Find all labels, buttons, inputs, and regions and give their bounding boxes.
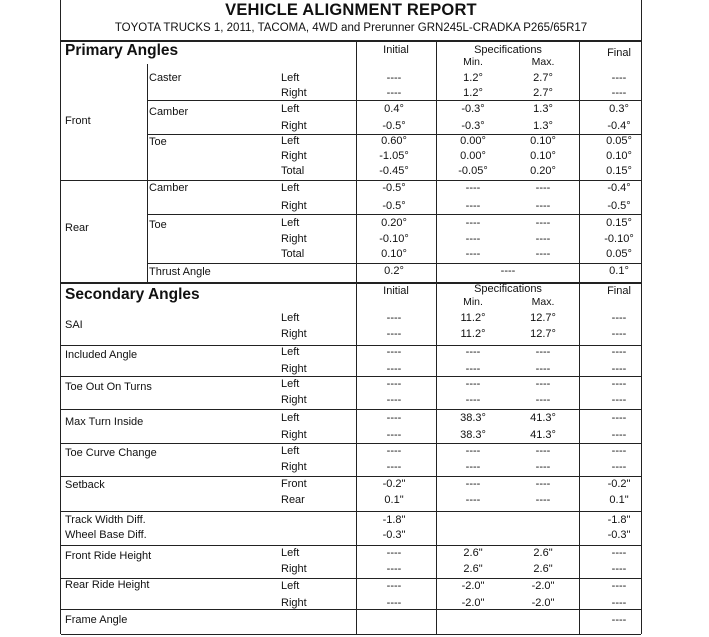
front-toe-right-final: 0.10° (606, 150, 632, 162)
camber-left-max: 1.3° (533, 103, 553, 115)
caster-left-initial: ---- (386, 72, 402, 84)
setback-label: Setback (65, 479, 105, 491)
primary-angles-heading: Primary Angles (65, 42, 179, 59)
rear-ride-right-final: ---- (611, 597, 627, 609)
front-toe-right-min: 0.00° (460, 150, 486, 162)
track-width-final: -1.8" (607, 514, 631, 526)
front-toe-total-initial: -0.45° (379, 165, 409, 177)
included-right-max: ---- (535, 363, 551, 375)
rear-ride-left-initial: ---- (386, 580, 402, 592)
track-width-initial: -1.8" (382, 514, 406, 526)
sai-left-final: ---- (611, 312, 627, 324)
caster-right-final: ---- (611, 87, 627, 99)
alignment-report (60, 0, 642, 634)
rule-vertical-initial (356, 40, 357, 634)
toe-curve-left-side: Left (281, 445, 300, 457)
rear-toe-right-max: ---- (535, 233, 551, 245)
rule-sec-5 (61, 511, 641, 512)
rear-camber-right-min: ---- (465, 200, 481, 212)
rear-camber-right-max: ---- (535, 200, 551, 212)
rule-vertical-label (147, 64, 148, 282)
toe-out-left-side: Left (281, 378, 300, 390)
max-turn-right-min: 38.3° (460, 429, 486, 441)
toe-curve-right-max: ---- (535, 461, 551, 473)
front-ride-label: Front Ride Height (65, 550, 152, 562)
rear-toe-right-side: Right (281, 233, 307, 245)
toe-curve-left-max: ---- (535, 445, 551, 457)
rule-front-rear (61, 180, 641, 181)
toe-curve-right-final: ---- (611, 461, 627, 473)
front-toe-total-final: 0.15° (606, 165, 632, 177)
setback-rear-min: ---- (465, 494, 481, 506)
toe-out-right-initial: ---- (386, 394, 402, 406)
rule-caster (147, 100, 641, 101)
sai-right-min: 11.2° (460, 328, 486, 340)
included-left-initial: ---- (386, 346, 402, 358)
camber-right-max: 1.3° (533, 120, 553, 132)
min-header: Min. (463, 56, 483, 68)
frame-angle-final: ---- (611, 614, 627, 626)
max-turn-right-side: Right (281, 429, 307, 441)
max-header: Max. (531, 56, 555, 68)
max-turn-left-min: 38.3° (460, 412, 486, 424)
wheel-base-initial: -0.3" (382, 529, 406, 541)
included-right-min: ---- (465, 363, 481, 375)
rear-toe-left-initial: 0.20° (381, 217, 407, 229)
rear-camber-left-final: -0.4° (607, 182, 631, 194)
camber-right-side: Right (281, 120, 307, 132)
front-toe-left-min: 0.00° (460, 135, 486, 147)
secondary-angles-heading: Secondary Angles (65, 286, 200, 303)
camber-left-initial: 0.4° (384, 103, 404, 115)
toe-curve-right-min: ---- (465, 461, 481, 473)
max-header-2: Max. (531, 296, 555, 308)
front-toe-total-max: 0.20° (530, 165, 556, 177)
rule-sec-6 (61, 545, 641, 546)
rule-sec-4 (61, 476, 641, 477)
rule-rear-camber (147, 214, 641, 215)
sai-left-initial: ---- (386, 312, 402, 324)
front-ride-right-initial: ---- (386, 563, 402, 575)
rear-label: Rear (65, 222, 89, 234)
max-turn-label: Max Turn Inside (65, 416, 144, 428)
rear-toe-total-final: 0.05° (606, 248, 632, 260)
rear-ride-right-min: -2.0" (461, 597, 485, 609)
track-width-label: Track Width Diff. (65, 514, 146, 526)
rear-ride-left-final: ---- (611, 580, 627, 592)
front-ride-right-side: Right (281, 563, 307, 575)
rear-ride-left-min: -2.0" (461, 580, 485, 592)
front-label: Front (65, 115, 91, 127)
max-turn-left-side: Left (281, 412, 300, 424)
rule-secondary (61, 282, 641, 284)
min-header-2: Min. (463, 296, 483, 308)
front-toe-label: Toe (149, 136, 167, 148)
front-ride-right-final: ---- (611, 563, 627, 575)
rear-toe-left-final: 0.15° (606, 217, 632, 229)
specifications-header-2: Specifications (474, 283, 542, 295)
caster-right-side: Right (281, 87, 307, 99)
final-header-2: Final (607, 285, 631, 297)
included-right-final: ---- (611, 363, 627, 375)
front-ride-left-max: 2.6" (533, 547, 553, 559)
rule-sec-3 (61, 443, 641, 444)
rear-ride-right-side: Right (281, 597, 307, 609)
report-title: VEHICLE ALIGNMENT REPORT (225, 1, 477, 19)
rear-ride-left-max: -2.0" (531, 580, 555, 592)
rear-camber-left-min: ---- (465, 182, 481, 194)
setback-front-min: ---- (465, 478, 481, 490)
specifications-header: Specifications (474, 44, 542, 56)
front-toe-total-min: -0.05° (458, 165, 488, 177)
max-turn-right-initial: ---- (386, 429, 402, 441)
caster-left-final: ---- (611, 72, 627, 84)
setback-rear-initial: 0.1" (384, 494, 404, 506)
caster-left-side: Left (281, 72, 300, 84)
toe-out-right-final: ---- (611, 394, 627, 406)
front-toe-left-max: 0.10° (530, 135, 556, 147)
caster-label: Caster (149, 72, 182, 84)
front-ride-left-final: ---- (611, 547, 627, 559)
camber-left-side: Left (281, 103, 300, 115)
setback-front-max: ---- (535, 478, 551, 490)
front-ride-left-initial: ---- (386, 547, 402, 559)
thrust-angle-label: Thrust Angle (149, 266, 211, 278)
setback-front-final: -0.2" (607, 478, 631, 490)
front-ride-right-min: 2.6" (463, 563, 483, 575)
caster-right-initial: ---- (386, 87, 402, 99)
front-toe-right-max: 0.10° (530, 150, 556, 162)
wheel-base-label: Wheel Base Diff. (65, 529, 147, 541)
toe-out-label: Toe Out On Turns (65, 381, 152, 393)
setback-rear-side: Rear (281, 494, 305, 506)
included-left-final: ---- (611, 346, 627, 358)
sai-right-final: ---- (611, 328, 627, 340)
rear-toe-total-min: ---- (465, 248, 481, 260)
rear-camber-right-side: Right (281, 200, 307, 212)
setback-rear-final: 0.1" (609, 494, 629, 506)
rear-camber-right-final: -0.5° (607, 200, 631, 212)
report-subtitle: TOYOTA TRUCKS 1, 2011, TACOMA, 4WD and Prerunner GRN245L-CRADKA P265/65R17 (114, 22, 588, 34)
sai-right-max: 12.7° (530, 328, 556, 340)
included-right-initial: ---- (386, 363, 402, 375)
camber-right-final: -0.4° (607, 120, 631, 132)
rule-vertical-final (579, 40, 580, 634)
front-toe-total-side: Total (281, 165, 305, 177)
thrust-spec: ---- (500, 265, 516, 277)
caster-right-max: 2.7° (533, 87, 553, 99)
included-right-side: Right (281, 363, 307, 375)
rear-ride-label: Rear Ride Height (65, 579, 150, 591)
toe-out-right-min: ---- (465, 394, 481, 406)
camber-right-min: -0.3° (461, 120, 485, 132)
rear-toe-right-final: -0.10° (604, 233, 634, 245)
front-ride-left-min: 2.6" (463, 547, 483, 559)
toe-out-right-side: Right (281, 394, 307, 406)
rear-camber-left-initial: -0.5° (382, 182, 406, 194)
front-toe-left-side: Left (281, 135, 300, 147)
rear-toe-right-min: ---- (465, 233, 481, 245)
front-toe-left-initial: 0.60° (381, 135, 407, 147)
rear-toe-right-initial: -0.10° (379, 233, 409, 245)
final-header: Final (607, 47, 631, 59)
toe-out-right-max: ---- (535, 394, 551, 406)
toe-out-left-final: ---- (611, 378, 627, 390)
rule-sec-2 (61, 409, 641, 410)
toe-curve-left-final: ---- (611, 445, 627, 457)
camber-left-final: 0.3° (609, 103, 629, 115)
front-ride-right-max: 2.6" (533, 563, 553, 575)
initial-header: Initial (383, 44, 409, 56)
sai-right-initial: ---- (386, 328, 402, 340)
rear-toe-label: Toe (149, 219, 167, 231)
thrust-initial: 0.2° (384, 265, 404, 277)
toe-curve-right-side: Right (281, 461, 307, 473)
rear-toe-left-max: ---- (535, 217, 551, 229)
sai-right-side: Right (281, 328, 307, 340)
toe-curve-left-initial: ---- (386, 445, 402, 457)
front-toe-left-final: 0.05° (606, 135, 632, 147)
rear-toe-left-min: ---- (465, 217, 481, 229)
setback-rear-max: ---- (535, 494, 551, 506)
front-ride-left-side: Left (281, 547, 300, 559)
toe-out-left-initial: ---- (386, 378, 402, 390)
setback-front-initial: -0.2" (382, 478, 406, 490)
rear-camber-left-max: ---- (535, 182, 551, 194)
sai-label: SAI (65, 319, 83, 331)
max-turn-left-final: ---- (611, 412, 627, 424)
toe-out-left-min: ---- (465, 378, 481, 390)
max-turn-left-max: 41.3° (530, 412, 556, 424)
toe-curve-left-min: ---- (465, 445, 481, 457)
rear-toe-total-initial: 0.10° (381, 248, 407, 260)
wheel-base-final: -0.3" (607, 529, 631, 541)
camber-right-initial: -0.5° (382, 120, 406, 132)
front-toe-right-side: Right (281, 150, 307, 162)
front-toe-right-initial: -1.05° (379, 150, 409, 162)
max-turn-left-initial: ---- (386, 412, 402, 424)
camber-left-min: -0.3° (461, 103, 485, 115)
caster-left-max: 2.7° (533, 72, 553, 84)
rule-sec-0 (61, 345, 641, 346)
included-left-min: ---- (465, 346, 481, 358)
included-left-max: ---- (535, 346, 551, 358)
toe-out-left-max: ---- (535, 378, 551, 390)
setback-front-side: Front (281, 478, 307, 490)
rear-toe-left-side: Left (281, 217, 300, 229)
camber-label: Camber (149, 106, 189, 118)
rear-toe-total-max: ---- (535, 248, 551, 260)
caster-left-min: 1.2° (463, 72, 483, 84)
thrust-final: 0.1° (609, 265, 629, 277)
rule-bottom (61, 634, 641, 635)
rear-ride-right-max: -2.0" (531, 597, 555, 609)
rule-sec-1 (61, 376, 641, 377)
sai-left-max: 12.7° (530, 312, 556, 324)
rear-ride-left-side: Left (281, 580, 300, 592)
initial-header-2: Initial (383, 285, 409, 297)
frame-angle-label: Frame Angle (65, 614, 128, 626)
rear-camber-right-initial: -0.5° (382, 200, 406, 212)
sai-left-min: 11.2° (460, 312, 486, 324)
included-label: Included Angle (65, 349, 138, 361)
rule-vertical-spec (436, 40, 437, 634)
rear-camber-label: Camber (149, 182, 189, 194)
rear-ride-right-initial: ---- (386, 597, 402, 609)
toe-curve-label: Toe Curve Change (65, 447, 157, 459)
caster-right-min: 1.2° (463, 87, 483, 99)
max-turn-right-max: 41.3° (530, 429, 556, 441)
toe-curve-right-initial: ---- (386, 461, 402, 473)
included-left-side: Left (281, 346, 300, 358)
rear-toe-total-side: Total (281, 248, 305, 260)
rule-thrust (147, 263, 641, 264)
rear-camber-left-side: Left (281, 182, 300, 194)
max-turn-right-final: ---- (611, 429, 627, 441)
sai-left-side: Left (281, 312, 300, 324)
